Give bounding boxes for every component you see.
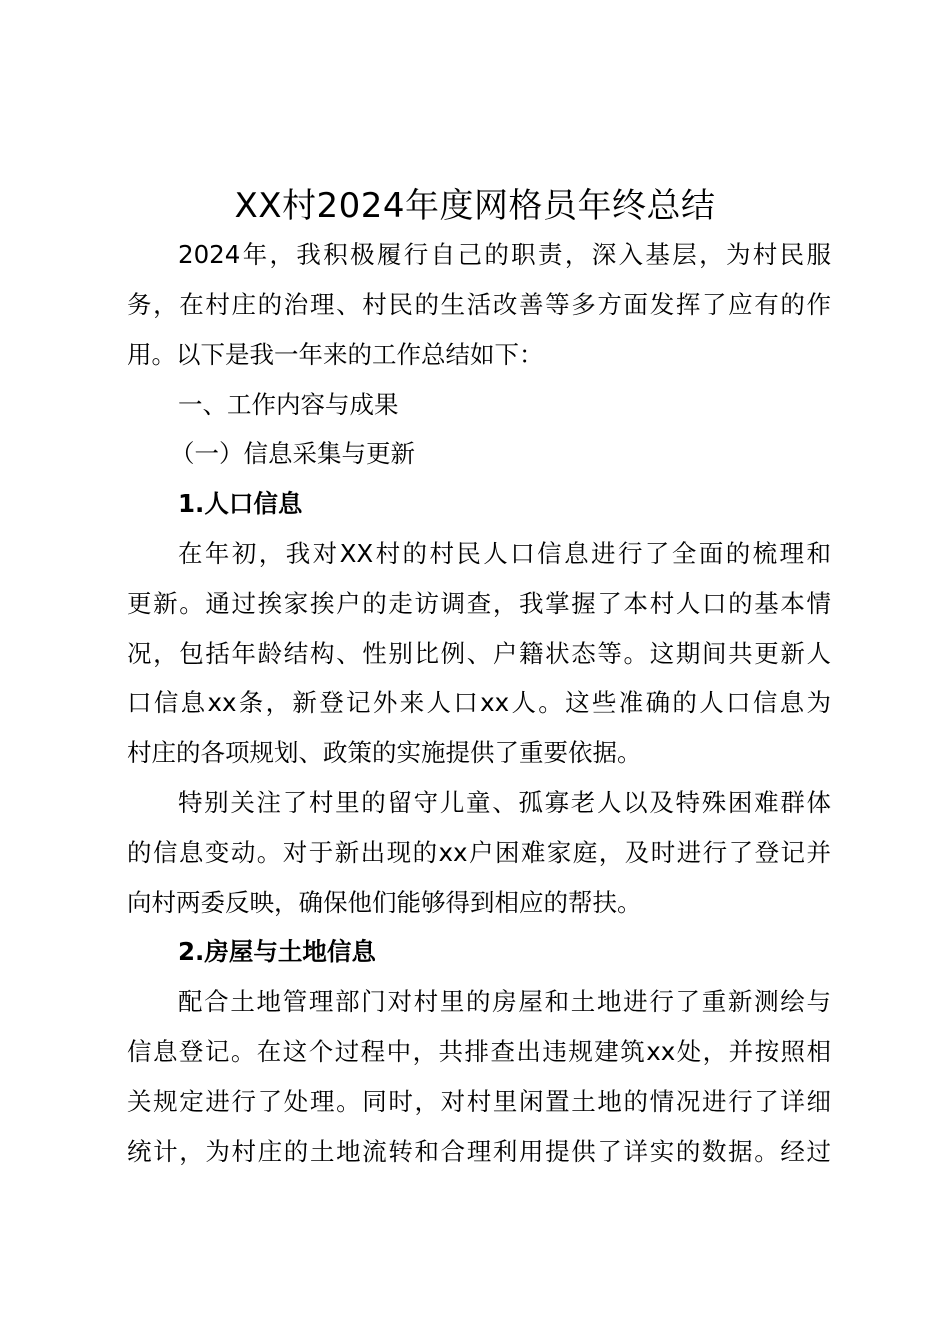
document-title: XX村2024年度网格员年终总结: [234, 186, 716, 226]
item2-para1-line-2: 信息登记。在这个过程中，共排查出违规建筑xx处，并按照相: [127, 1037, 831, 1066]
item-heading-1: 1.人口信息: [178, 489, 303, 518]
item1-para1-line-2: 更新。通过挨家挨户的走访调查，我掌握了本村人口的基本情: [127, 589, 831, 618]
item1-para1-line-5: 村庄的各项规划、政策的实施提供了重要依据。: [127, 738, 642, 767]
subsection-heading-1: （一）信息采集与更新: [170, 439, 415, 468]
intro-line-1: 2024年，我积极履行自己的职责，深入基层，为村民服: [178, 240, 831, 269]
item2-para1-line-3: 关规定进行了处理。同时，对村里闲置土地的情况进行了详细: [127, 1087, 831, 1116]
intro-line-2: 务，在村庄的治理、村民的生活改善等多方面发挥了应有的作: [127, 290, 831, 319]
item1-para1-line-1: 在年初，我对XX村的村民人口信息进行了全面的梳理和: [178, 539, 831, 568]
item1-para2-line-1: 特别关注了村里的留守儿童、孤寡老人以及特殊困难群体: [178, 788, 831, 817]
item1-para1-line-3: 况，包括年龄结构、性别比例、户籍状态等。这期间共更新人: [127, 639, 831, 668]
item2-para1-line-1: 配合土地管理部门对村里的房屋和土地进行了重新测绘与: [178, 987, 831, 1016]
item1-para1-line-4: 口信息xx条，新登记外来人口xx人。这些准确的人口信息为: [127, 688, 831, 717]
item-heading-2: 2.房屋与土地信息: [178, 937, 376, 966]
section-heading-1: 一、工作内容与成果: [178, 390, 399, 419]
item1-para2-line-2: 的信息变动。对于新出现的xx户困难家庭，及时进行了登记并: [127, 838, 831, 867]
item1-para2-line-3: 向村两委反映，确保他们能够得到相应的帮扶。: [127, 888, 642, 917]
item2-para1-line-4: 统计，为村庄的土地流转和合理利用提供了详实的数据。经过: [127, 1137, 831, 1166]
intro-line-3: 用。以下是我一年来的工作总结如下：: [127, 340, 544, 369]
